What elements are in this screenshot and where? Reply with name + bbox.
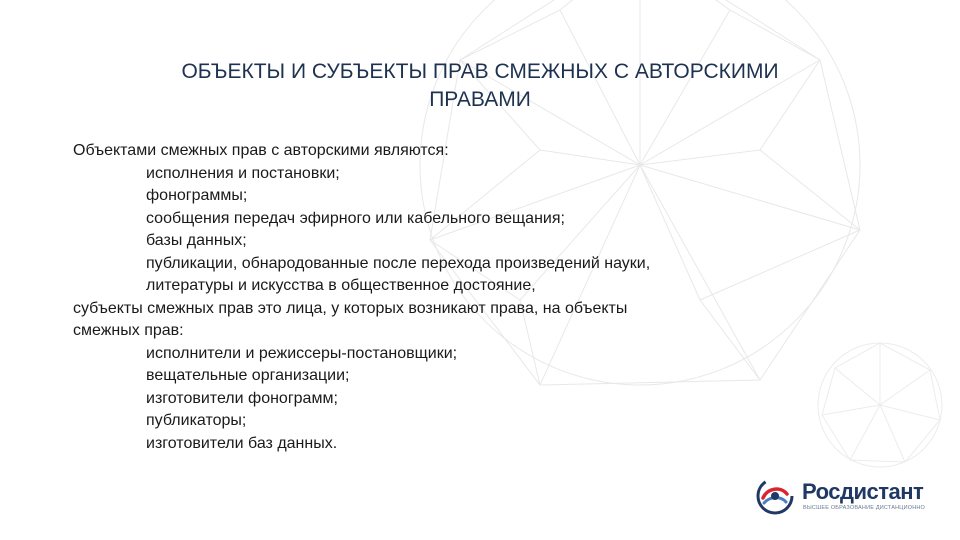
objects-item: сообщения передач эфирного или кабельного вещания; bbox=[146, 209, 565, 227]
subjects-item: вещательные организации; bbox=[146, 367, 350, 384]
slide-title-line-2: ПРАВАМИ bbox=[429, 88, 531, 111]
rosdistant-logo bbox=[755, 476, 945, 516]
objects-item: базы данных; bbox=[146, 232, 247, 249]
subjects-item: изготовители баз данных. bbox=[146, 434, 338, 452]
slide-title bbox=[120, 58, 840, 114]
rosdistant-logo-icon bbox=[755, 476, 795, 516]
objects-intro: Объектами смежных прав с авторскими являются: bbox=[73, 142, 449, 159]
objects-item: фонограммы; bbox=[146, 187, 248, 204]
slide-title-line-1: ОБЪЕКТЫ И СУБЪЕКТЫ ПРАВ СМЕЖНЫХ С АВТОРСКИМИ bbox=[181, 60, 779, 83]
subjects-intro-line-2: смежных прав: bbox=[73, 322, 184, 339]
objects-item: исполнения и постановки; bbox=[146, 164, 340, 182]
subjects-item: публикаторы; bbox=[146, 412, 247, 429]
logo-tagline: ВЫСШЕЕ ОБРАЗОВАНИЕ ДИСТАНЦИОННО bbox=[803, 505, 926, 511]
logo-name: Росдистант bbox=[802, 479, 924, 504]
objects-item: публикации, обнародованные после перехода произведений науки, bbox=[146, 254, 651, 272]
slide-body bbox=[73, 140, 773, 455]
subjects-item: изготовители фонограмм; bbox=[146, 389, 338, 407]
subjects-intro-line-1: субъекты смежных прав это лица, у которых возникают права, на объекты bbox=[73, 299, 628, 317]
objects-item: литературы и искусства в общественное достояние, bbox=[146, 277, 536, 294]
subjects-item: исполнители и режиссеры-постановщики; bbox=[146, 344, 458, 362]
